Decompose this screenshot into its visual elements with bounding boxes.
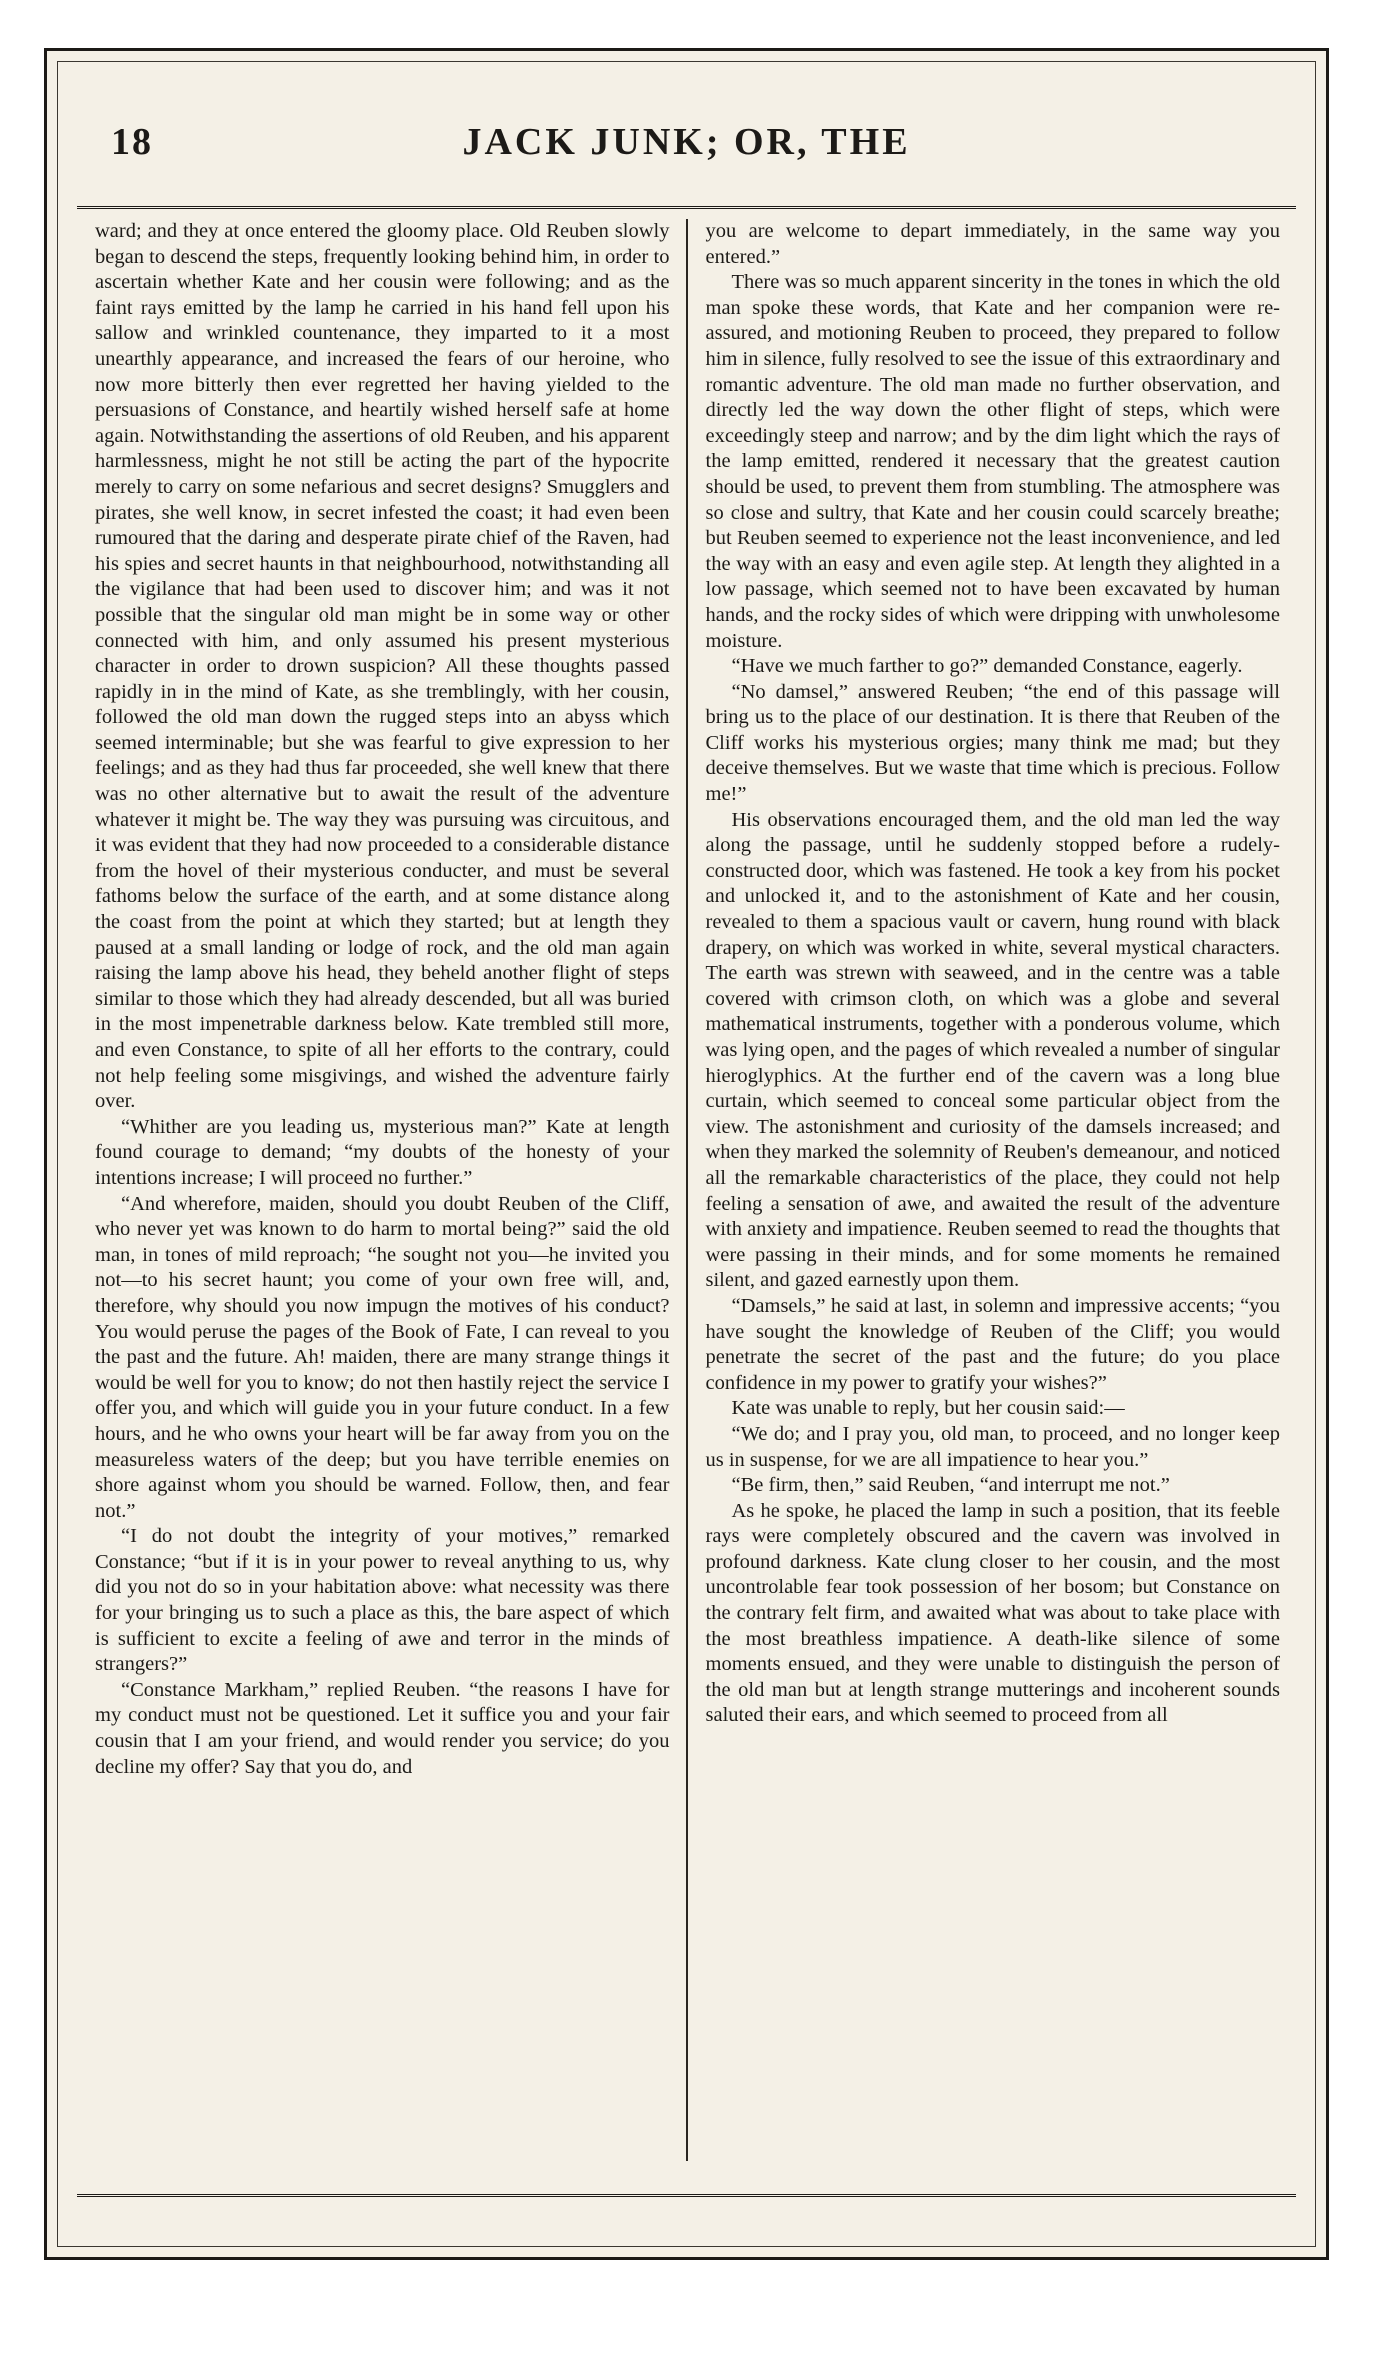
paragraph: His observations encouraged them, and the old man led the way along the passage, until he suddenly stopped before a rudely-constructed door, which was fastened. He took a key from his pocket and unlocked it, and to the astonishment of Kate and her cousin, revealed to them a spacious vault or cavern, hung round with black drapery, on which was worked in white, several mystical characters. The earth was strewn with seaweed, and in the centre was a table covered with crimson cloth, on which was a globe and several mathematical instruments, together with a ponderous volume, which was lying open, and the pages of which revealed a number of singular hieroglyphics. At the further end of the cavern was a long blue curtain, which seemed to conceal some particular object from the view. The astonishment and curiosity of the damsels increased; and when they marked the solemnity of Reuben's demeanour, and noticed all the remarkable characteristics of the place, they could not help feeling a sensation of awe, and awaited the result of the adventure with anxiety and impatience. Reuben seemed to read the thoughts that were passing in their minds, and for some moments he remained silent, and gazed earnestly upon them. — [705, 808, 1280, 1292]
left-column — [79, 219, 684, 2161]
paragraph: you are welcome to depart immediately, in the same way you entered.” — [705, 220, 1280, 268]
paragraph: “And wherefore, maiden, should you doubt Reuben of the Cliff, who never yet was known to do harm to mortal being?” said the old man, in tones of mild reproach; “he sought not you—he invited you not—to his secret haunt; you come of your own free will, and, therefore, why should you now impugn the motives of his conduct? You would peruse the pages of the Book of Fate, I can reveal to you the past and the future. Ah! maiden, there are many strange things it would be well for you to know; do not then hastily reject the service I offer you, and which will guide you in your future conduct. In a few hours, and he who owns your heart will be far away from you on the measureless waters of the deep; but you have terrible enemies on shore against whom you should be warned. Follow, then, and fear not.” — [95, 1192, 670, 1522]
footer-rule — [77, 2194, 1296, 2197]
page-number: 18 — [111, 121, 153, 163]
paragraph: As he spoke, he placed the lamp in such a position, that its feeble rays were completely obscured and the cavern was involved in profound darkness. Kate clung closer to her cousin, and the most uncontrolable fear took possession of her bosom; but Constance on the contrary felt firm, and awaited what was about to take place with the most breathless impatience. A death-like silence of some moments ensued, and they were unable to distinguish the person of the old man but at length strange mutterings and incoherent sounds saluted their ears, and which seemed to proceed from all — [705, 1499, 1280, 1727]
paragraph: “Have we much farther to go?” demanded Constance, eagerly. — [731, 655, 1243, 678]
page-header — [77, 106, 1296, 209]
paragraph: There was so much apparent sincerity in the tones in which the old man spoke these words, that Kate and her companion were re-assured, and motioning Reuben to proceed, they prepared to follow him in silence, fully resolved to see the issue of this extraordinary and romantic adventure. The old man made no further observation, and directly led the way down the other flight of steps, which were exceedingly steep and narrow; and by the dim light which the rays of the lamp emitted, rendered it necessary that the greatest caution should be used, to prevent them from stumbling. The atmosphere was so close and sultry, that Kate and her cousin could scarcely breathe; but Reuben seemed to experience not the least inconvenience, and led the way with an easy and even agile step. At length they alighted in a low passage, which seemed not to have been excavated by human hands, and the rocky sides of which were dripping with unwholesome moisture. — [705, 271, 1280, 652]
paragraph: “Be firm, then,” said Reuben, “and interrupt me not.” — [731, 1474, 1170, 1497]
paragraph: “No damsel,” answered Reuben; “the end of this passage will bring us to the place of our destination. It is there that Reuben of the Cliff works his mysterious orgies; many think me mad; but they deceive themselves. But we waste that time which is precious. Follow me!” — [705, 680, 1280, 806]
paragraph: “Whither are you leading us, mysterious man?” Kate at length found courage to demand; “my doubts of the honesty of your intentions increase; I will proceed no further.” — [95, 1115, 670, 1189]
paragraph: Kate was unable to reply, but her cousin said:— — [731, 1397, 1125, 1420]
page-sheet — [44, 48, 1329, 2260]
paragraph: “We do; and I pray you, old man, to proceed, and no longer keep us in suspense, for we are all impatience to hear you.” — [705, 1422, 1280, 1471]
paragraph: “Damsels,” he said at last, in solemn and impressive accents; “you have sought the knowledge of Reuben of the Cliff; you would penetrate the secret of the past and the future; do you place confidence in my power to gratify your wishes?” — [705, 1294, 1280, 1394]
paragraph: “Constance Markham,” replied Reuben. “the reasons I have for my conduct must not be questioned. Let it suffice you and your fair cousin that I am your friend, and would render you service; do you decline my offer? Say that you do, and — [95, 1678, 670, 1778]
paragraph: ward; and they at once entered the gloomy place. Old Reuben slowly began to descend the steps, frequently looking behind him, in order to ascertain whether Kate and her cousin were following; and as the faint rays emitted by the lamp he carried in his hand fell upon his sallow and wrinkled countenance, they imparted to it a most unearthly appearance, and increased the fears of our heroine, who now more bitterly then ever regretted her having yielded to the persuasions of Constance, and heartily wished herself safe at home again. Notwithstanding the assertions of old Reuben, and his apparent harmlessness, might he not still be acting the part of the hypocrite merely to carry on some nefarious and secret designs? Smugglers and pirates, she well know, in secret infested the coast; it had even been rumoured that the daring and desperate pirate chief of the Raven, had his spies and secret haunts in that neighbourhood, notwithstanding all the vigilance that had been used to discover him; and was it not possible that the singular old man might be in some way or other connected with him, and only assumed his present mysterious character in order to drown suspicion? All these thoughts passed rapidly in in the mind of Kate, as she tremblingly, with her cousin, followed the old man down the rugged steps into an abyss which seemed interminable; but she was fearful to give expression to her feelings; and as they had thus far proceeded, she well knew that there was no other alternative but to await the result of the adventure whatever it might be. The way they was pursuing was circuitous, and it was evident that they had now proceeded to a considerable distance from the hovel of their mysterious conducter, and must be several fathoms below the surface of the earth, and at some distance along the coast from the point at which they started; but at length they paused at a small landing or lodge of rock, and the old man again raising the lamp above his head, they beheld another flight of steps similar to those which they had already descended, but all was buried in the most impenetrable darkness below. Kate trembled still more, and even Constance, to spite of all her efforts to the contrary, could not help feeling some misgivings, and wished the adventure fairly over. — [95, 220, 670, 1113]
running-title: JACK JUNK; OR, THE — [462, 121, 911, 163]
column-divider — [686, 219, 688, 2161]
text-columns — [79, 219, 1294, 2161]
paragraph: “I do not doubt the integrity of your motives,” remarked Constance; “but if it is in your power to reveal anything to us, why did you not do so in your habitation above: what necessity was there for your bringing us to such a place as this, the bare aspect of which is sufficient to excite a feeling of awe and terror in the minds of strangers?” — [95, 1525, 670, 1676]
right-column — [690, 219, 1295, 2161]
